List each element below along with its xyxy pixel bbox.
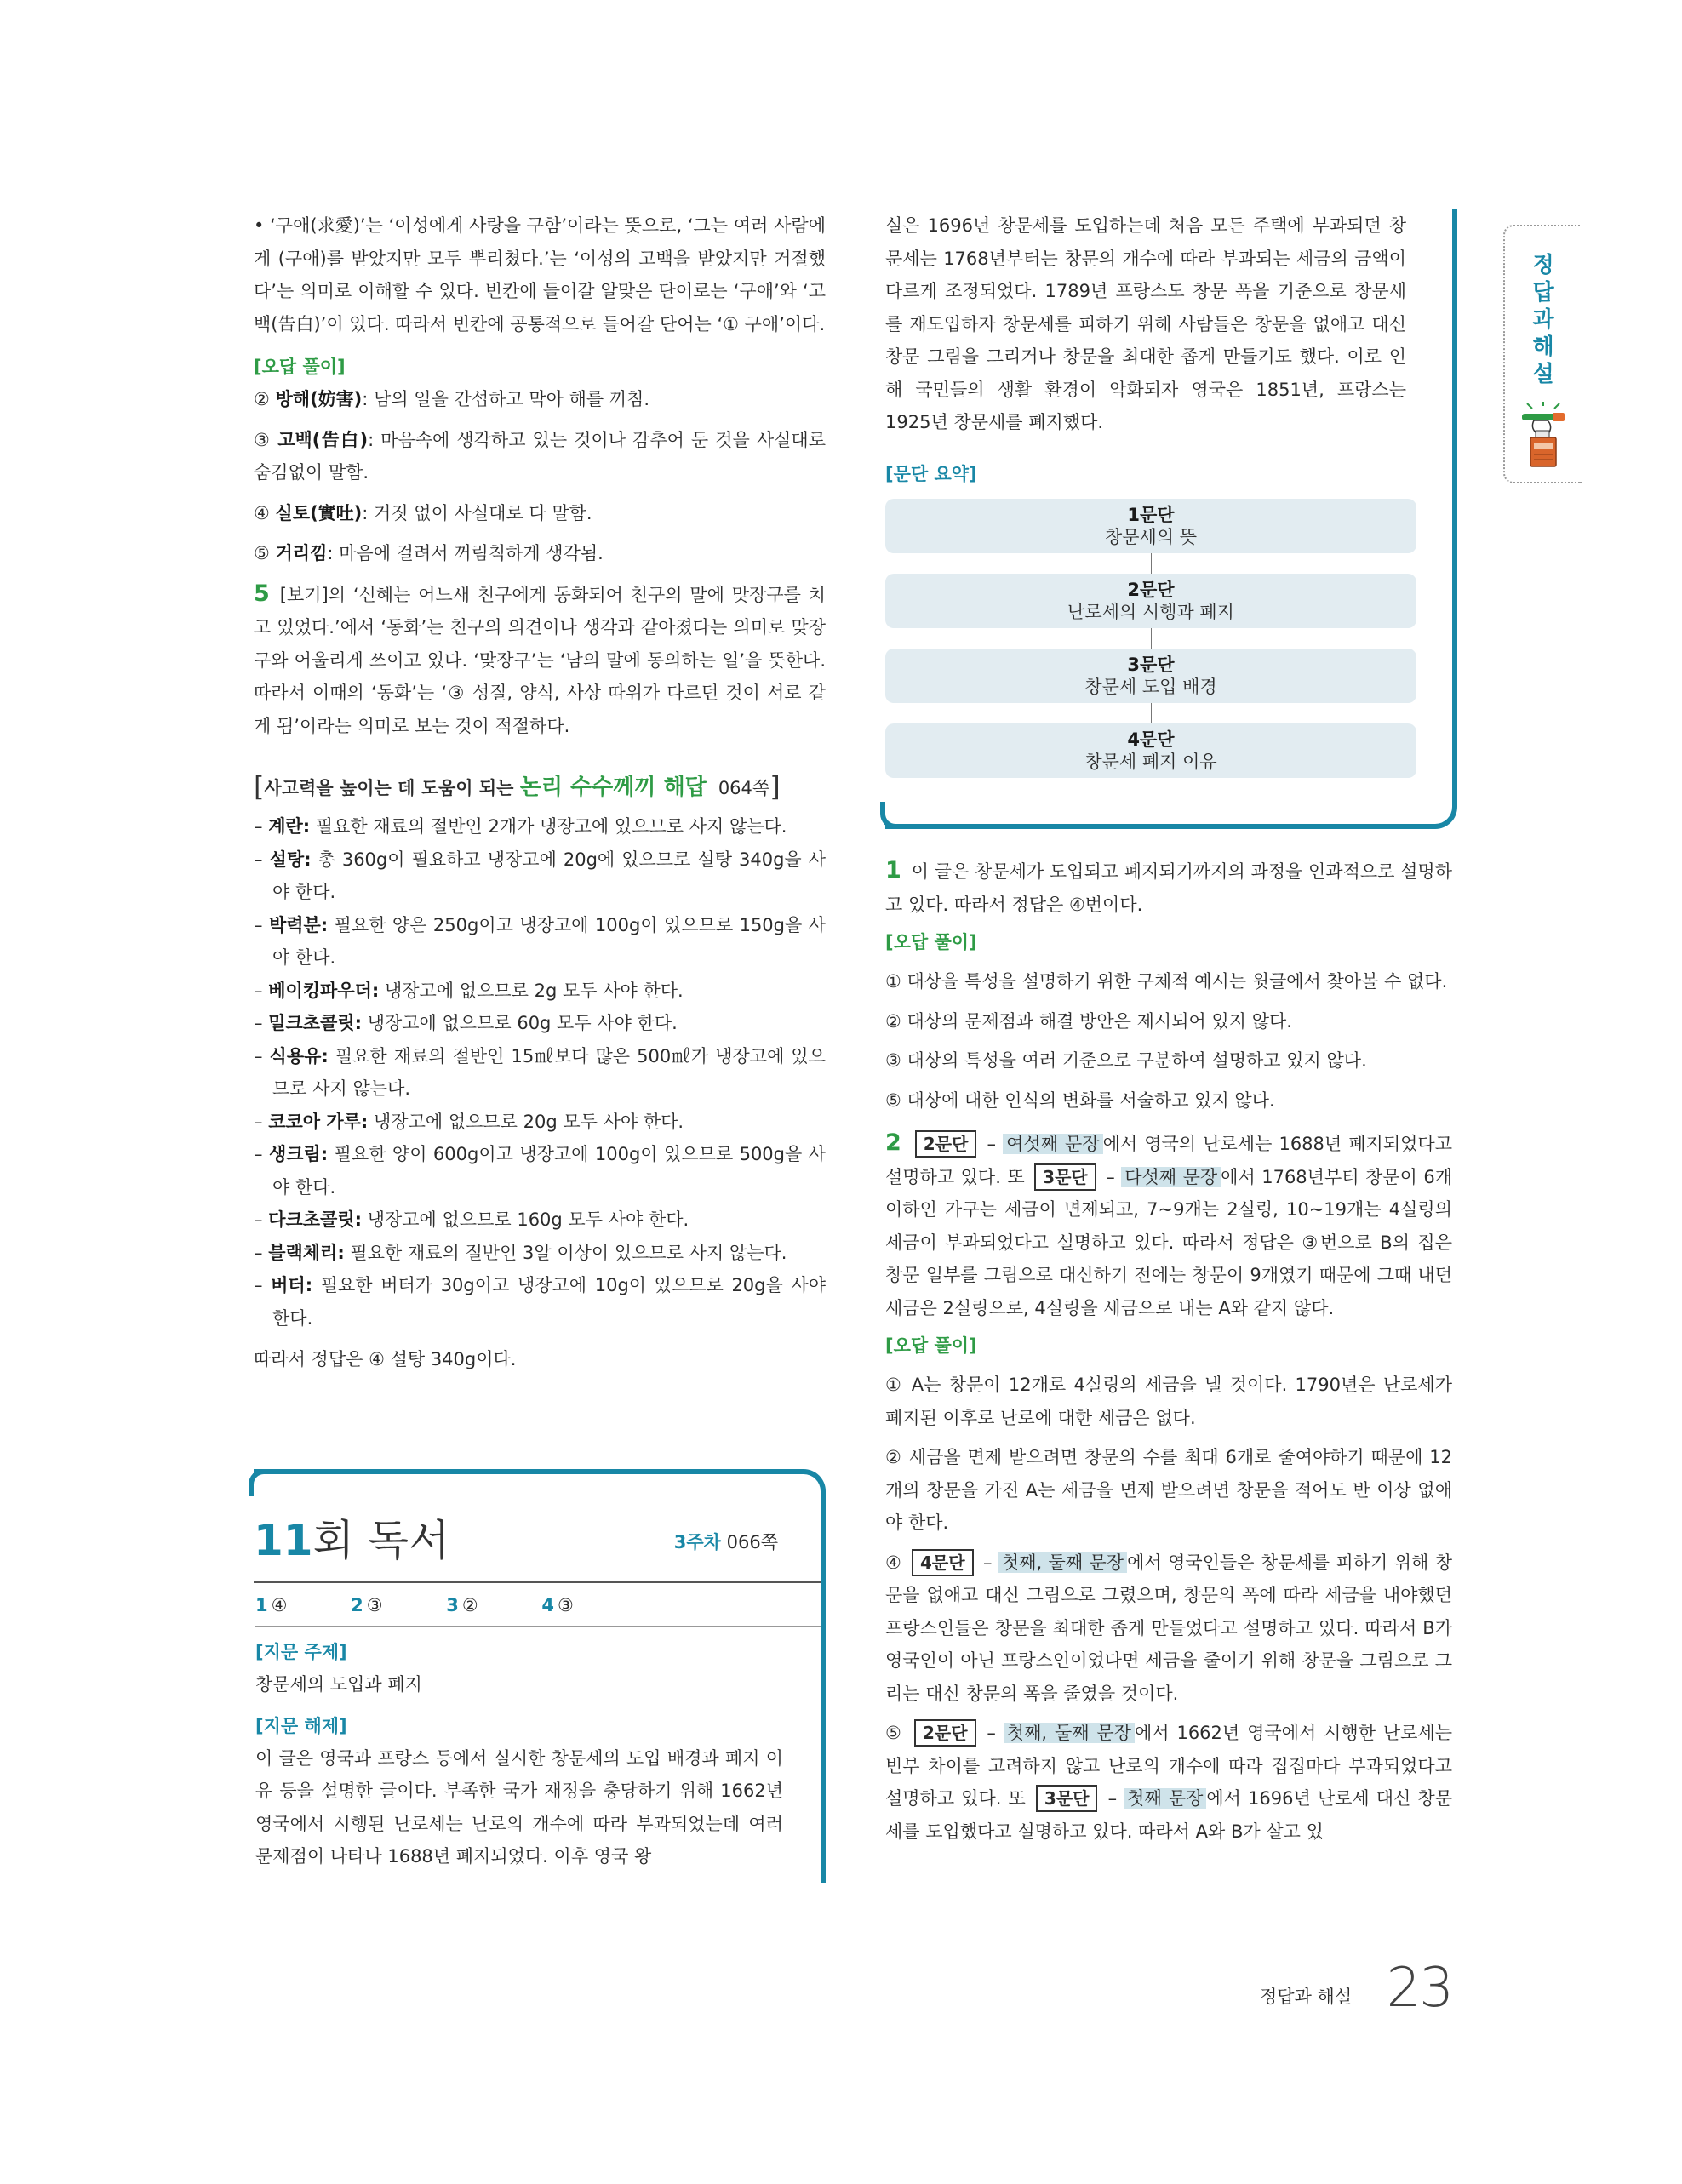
answer-key-row — [255, 1583, 821, 1627]
answer-number: 4 — [541, 1595, 555, 1615]
session-title — [254, 1515, 449, 1566]
dash: – — [979, 1723, 1004, 1743]
flow-title: 4문단 — [1127, 729, 1175, 750]
right-box-content — [885, 209, 1406, 798]
wrong-item: ② 대상의 문제점과 해결 방안은 제시되어 있지 않다. — [885, 1010, 1292, 1032]
item-term: 고백(告白) — [277, 429, 369, 450]
paragraph-tag: 2문단 — [915, 1130, 977, 1158]
list-item: – 밀크초콜릿: 냉장고에 없으므로 60g 모두 사야 한다. — [254, 1013, 678, 1033]
list-item: – 버터: 필요한 버터가 30g이고 냉장고에 10g이 있으므로 20g을 사야 한다. — [254, 1275, 826, 1329]
paragraph-tag: 4문단 — [912, 1549, 974, 1576]
flow-desc: 난로세의 시행과 폐지 — [1067, 601, 1234, 622]
week-reference — [674, 1529, 778, 1554]
answer-value: ④ — [271, 1595, 288, 1615]
session-body — [255, 1636, 783, 1873]
wrong-item — [885, 1717, 1452, 1848]
item-term: 방해(妨害) — [275, 389, 363, 409]
answer-value: ③ — [558, 1595, 574, 1615]
answer-number: 3 — [446, 1595, 459, 1615]
hand-pencil-book-icon — [1515, 402, 1571, 470]
ingredient-name: 버터: — [271, 1275, 313, 1295]
wrong-item: ② 세금을 면제 받으려면 창문의 수를 최대 6개로 줄여야하기 때문에 12개의 창문을 가진 A는 세금을 면제 받으려면 창문을 적어도 반 이상 없애야 한다. — [885, 1447, 1452, 1533]
explain-text: 이 글은 영국과 프랑스 등에서 실시한 창문세의 도입 배경과 폐지 이유 등을 설명한 글이다. 부족한 국가 재정을 충당하기 위해 1662년 영국에서 시행된 난로세는 난로의 개수에 따라 부과되었는데 여러 문제점이 나타나 1688년 폐지되었다. 이후 영국 왕 — [255, 1747, 783, 1867]
list-item: – 베이킹파우더: 냉장고에 없으므로 2g 모두 사야 한다. — [254, 980, 684, 1001]
answer-value: ③ — [366, 1595, 383, 1615]
list-item: – 설탕: 총 360g이 필요하고 냉장고에 20g에 있으므로 설탕 340g을 사야 한다. — [254, 849, 826, 902]
list-item: – 계란: 필요한 재료의 절반인 2개가 냉장고에 있으므로 사지 않는다. — [254, 816, 787, 837]
wrong-item: ① 대상을 특성을 설명하기 위한 구체적 예시는 윗글에서 찾아볼 수 없다. — [885, 971, 1448, 992]
right-summary-box — [885, 209, 1457, 829]
ingredient-name: 코코아 가루: — [268, 1111, 369, 1132]
flow-desc: 창문세 도입 배경 — [1084, 676, 1217, 697]
list-item: – 블랙체리: 필요한 재료의 절반인 3알 이상이 있으므로 사지 않는다. — [254, 1242, 787, 1263]
dash: – — [980, 1134, 1004, 1154]
flow-title: 1문단 — [1127, 504, 1175, 525]
answer-key-item — [541, 1595, 602, 1615]
item-number: ⑤ — [254, 543, 270, 563]
item-definition: : 마음속에 생각하고 있는 것이나 감추어 둔 것을 사실대로 숨김없이 말함. — [254, 429, 826, 483]
puzzle-heading — [254, 768, 826, 807]
wrong-item: ① A는 창문이 12개로 4실링의 세금을 낼 것이다. 1790년은 난로세가 폐지된 이후로 난로에 대한 세금은 없다. — [885, 1375, 1452, 1428]
question-text: 에서 영국의 난로세는 1688년 폐지되었다고 설명하고 있다. 또 — [885, 1134, 1452, 1187]
puzzle-answer-list — [254, 810, 826, 1335]
ingredient-name: 생크림: — [268, 1144, 329, 1164]
sentence-highlight: 다섯째 문장 — [1121, 1167, 1221, 1187]
question-5-explanation — [254, 578, 826, 743]
puzzle-prefix: 사고력을 높이는 데 도움이 되는 — [264, 778, 514, 798]
side-tab-label — [1524, 252, 1563, 388]
sentence-highlight: 첫째, 둘째 문장 — [998, 1552, 1127, 1573]
question-number: 1 — [885, 857, 901, 883]
wrong-item: ③ 대상의 특성을 여러 기준으로 구분하여 설명하고 있지 않다. — [885, 1050, 1367, 1071]
puzzle-page-ref: 064쪽 — [718, 778, 770, 798]
question-number: 5 — [254, 580, 270, 607]
item-number: ③ — [254, 429, 272, 450]
summary-heading: [문단 요약] — [885, 463, 977, 484]
ingredient-note: 필요한 버터가 30g이고 냉장고에 10g이 있으므로 20g을 사야 한다. — [272, 1275, 826, 1329]
flow-box — [885, 499, 1416, 553]
ingredient-note: 냉장고에 없으므로 2g 모두 사야 한다. — [379, 980, 684, 1001]
item-definition: : 마음에 걸려서 꺼림칙하게 생각됨. — [327, 543, 604, 563]
answer-key-item — [351, 1595, 411, 1615]
flow-title: 3문단 — [1127, 654, 1175, 675]
topic-text: 창문세의 도입과 폐지 — [255, 1674, 422, 1695]
sentence-highlight: 첫째, 둘째 문장 — [1004, 1723, 1135, 1743]
wrong-answer-heading: [오답 풀이] — [254, 357, 346, 377]
answer-number: 1 — [255, 1595, 268, 1615]
continued-explanation: 실은 1696년 창문세를 도입하는데 처음 모든 주택에 부과되던 창문세는 1768년부터는 창문의 개수에 따라 부과되는 세금의 금액이 다르게 조정되었다. 1789년 프랑스도 창문 폭을 기준으로 창문세를 재도입하자 창문세를 피하기 위해 사람들은 창문을 없애고 대신 창문 그림을 그리거나 창문을 최대한 좁게 만들기도 했다. 이로 인해 국민들의 생활 환경이 악화되자 영국은 1851년, 프랑스는 1925년 창문세를 폐지했다. — [885, 215, 1406, 432]
wrong-item: ⑤ 대상에 대한 인식의 변화를 서술하고 있지 않다. — [885, 1089, 1275, 1111]
question-text: 에서 1768년부터 창문이 6개 이하인 가구는 세금이 면제되고, 7~9개는 2실링, 10~19개는 4실링의 세금이 부과되었다고 설명하고 있다. 따라서 정답은 ③번으로 B의 집은 창문 일부를 그림으로 대신하기 전에는 창문이 9개였기 때문에 그때 내던 세금은 2실링으로, 4실링을 세금으로 내는 A와 같지 않다. — [885, 1166, 1453, 1318]
list-item: – 생크림: 필요한 양이 600g이고 냉장고에 100g이 있으므로 500g을 사야 한다. — [254, 1144, 826, 1198]
answer-key-item — [255, 1595, 316, 1615]
side-char: 답 — [1532, 280, 1554, 306]
ingredient-note: 냉장고에 없으므로 160g 모두 사야 한다. — [362, 1209, 689, 1230]
ingredient-name: 밀크초콜릿: — [268, 1013, 363, 1033]
question-1-explanation — [885, 855, 1452, 921]
puzzle-conclusion: 따라서 정답은 ④ 설탕 340g이다. — [254, 1349, 517, 1369]
puzzle-title: 논리 수수께끼 해답 — [519, 775, 707, 800]
side-char: 설 — [1532, 362, 1554, 387]
session-box — [254, 1469, 826, 1883]
flow-desc: 창문세 폐지 이유 — [1084, 751, 1217, 772]
flow-box — [885, 723, 1416, 778]
left-column — [254, 209, 826, 1376]
flow-box — [885, 649, 1416, 703]
item-text: 에서 영국인들은 창문세를 피하기 위해 창문을 없애고 대신 그림으로 그렸으며, 창문의 폭에 따라 세금을 내야했던 프랑스인들은 창문을 최대한 좁게 만들었다고 설명하고 있다. 따라서 B가 영국인이 아닌 프랑스인이었다면 세금을 줄이기 위해 창문을 그림으로 그리는 대신 창문의 폭을 줄였을 것이다. — [885, 1552, 1452, 1704]
item-definition: : 남의 일을 간섭하고 막아 해를 끼침. — [362, 389, 650, 409]
paragraph-summary-flow — [885, 499, 1406, 778]
week-page: 066쪽 — [726, 1532, 778, 1552]
wrong-answer-heading: [오답 풀이] — [885, 1335, 977, 1356]
wrong-answer-list — [254, 383, 826, 570]
flow-title: 2문단 — [1127, 579, 1175, 600]
item-term: 실토(實吐) — [275, 502, 363, 523]
side-char: 해 — [1532, 334, 1554, 360]
item-term: 거리낌 — [275, 543, 328, 563]
list-item: – 다크초콜릿: 냉장고에 없으므로 160g 모두 사야 한다. — [254, 1209, 689, 1230]
item-number: ④ — [885, 1552, 902, 1573]
ingredient-name: 식용유: — [269, 1045, 329, 1066]
bracket-open: [ — [254, 770, 265, 803]
dash: – — [976, 1552, 998, 1573]
footer-label: 정답과 해설 — [1260, 1987, 1353, 2007]
wrong-item — [885, 1547, 1452, 1711]
list-item — [254, 537, 826, 570]
paragraph-tag: 3문단 — [1036, 1785, 1098, 1812]
question-2-explanation — [885, 1127, 1452, 1324]
question-number: 2 — [885, 1129, 901, 1156]
list-item — [254, 424, 826, 489]
answer-key-item — [446, 1595, 506, 1615]
question-text: [보기]의 ‘신혜는 어느새 친구에게 동화되어 친구의 말에 맞장구를 치고 있었다.’에서 ‘동화’는 친구의 의견이나 생각과 같아졌다는 의미로 맞장구와 어울리게 쓰이고 있다. ‘맞장구’는 ‘남의 말에 동의하는 일’을 뜻한다. 따라서 이때의 ‘동화’는 ‘③ 성질, 양식, 사상 따위가 다르던 것이 서로 같게 됨’이라는 의미로 보는 것이 적절하다. — [254, 584, 826, 736]
answer-number: 2 — [351, 1595, 363, 1615]
ingredient-name: 박력분: — [268, 914, 329, 935]
item-text: 에서 1696년 난로세 대신 창문세를 도입했다고 설명하고 있다. 따라서 A와 B가 살고 있 — [885, 1788, 1453, 1842]
list-item: – 박력분: 필요한 양은 250g이고 냉장고에 100g이 있으므로 150g을 사야 한다. — [254, 914, 826, 968]
sentence-highlight: 첫째 문장 — [1124, 1788, 1206, 1809]
sentence-highlight: 여섯째 문장 — [1003, 1134, 1103, 1154]
ingredient-note: 필요한 재료의 절반인 3알 이상이 있으므로 사지 않는다. — [344, 1242, 787, 1263]
page-number: 23 — [1386, 1957, 1452, 2020]
ingredient-name: 설탕: — [269, 849, 312, 870]
list-item: – 코코아 가루: 냉장고에 없으므로 20g 모두 사야 한다. — [254, 1111, 684, 1132]
ingredient-note: 필요한 양은 250g이고 냉장고에 100g이 있으므로 150g을 사야 한다. — [272, 914, 826, 968]
flow-box — [885, 574, 1416, 628]
ingredient-note: 필요한 양이 600g이고 냉장고에 100g이 있으므로 500g을 사야 한다. — [272, 1144, 826, 1198]
session-subject: 회 독서 — [312, 1516, 450, 1565]
side-char: 정 — [1532, 253, 1554, 278]
section-side-tab — [1503, 225, 1582, 483]
paragraph-tag: 2문단 — [914, 1719, 976, 1747]
ingredient-name: 베이킹파우더: — [268, 980, 380, 1001]
item-definition: : 거짓 없이 사실대로 다 말함. — [362, 502, 592, 523]
intro-paragraph: • ‘구애(求愛)’는 ‘이성에게 사랑을 구함’이라는 뜻으로, ‘그는 여러 사람에게 (구애)를 받았지만 모두 뿌리쳤다.’는 ‘이성의 고백을 받았지만 거절했다’는 의미로 이해할 수 있다. 빈칸에 들어갈 알맞은 단어로는 ‘구애’와 ‘고백(告白)’이 있다. 따라서 빈칸에 공통적으로 들어갈 단어는 ‘① 구애’이다. — [254, 215, 826, 334]
flow-desc: 창문세의 뜻 — [1104, 526, 1198, 547]
page-footer — [1260, 1954, 1452, 2022]
side-char: 과 — [1532, 307, 1554, 333]
session-number: 11 — [254, 1516, 313, 1565]
ingredient-note: 총 360g이 필요하고 냉장고에 20g에 있으므로 설탕 340g을 사야 한다. — [272, 849, 826, 902]
dash: – — [1099, 1166, 1122, 1187]
bracket-close: ] — [769, 770, 781, 803]
item-number: ② — [254, 389, 270, 409]
item-number: ⑤ — [885, 1723, 904, 1743]
week-label: 3주차 — [673, 1532, 721, 1552]
ingredient-name: 다크초콜릿: — [268, 1209, 363, 1230]
ingredient-note: 필요한 재료의 절반인 2개가 냉장고에 있으므로 사지 않는다. — [310, 816, 787, 837]
list-item — [254, 383, 826, 416]
ingredient-note: 필요한 재료의 절반인 15㎖보다 많은 500㎖가 냉장고에 있으므로 사지 않는다. — [272, 1045, 826, 1099]
ingredient-note: 냉장고에 없으므로 60g 모두 사야 한다. — [362, 1013, 678, 1033]
item-text: 에서 1662년 영국에서 시행한 난로세는 빈부 차이를 고려하지 않고 난로의 개수에 따라 집집마다 부과되었다고 설명하고 있다. 또 — [885, 1723, 1453, 1809]
item-number: ④ — [254, 502, 270, 523]
ingredient-name: 계란: — [268, 816, 311, 837]
ingredient-name: 블랙체리: — [268, 1242, 345, 1263]
ingredient-note: 냉장고에 없으므로 20g 모두 사야 한다. — [368, 1111, 684, 1132]
answer-value: ② — [461, 1595, 478, 1615]
wrong-answer-heading: [오답 풀이] — [885, 932, 977, 952]
dash: – — [1101, 1788, 1124, 1809]
explain-heading: [지문 해제] — [255, 1715, 347, 1736]
topic-heading: [지문 주제] — [255, 1642, 347, 1662]
paragraph-tag: 3문단 — [1034, 1163, 1096, 1191]
question-text: 이 글은 창문세가 도입되고 폐지되기까지의 과정을 인과적으로 설명하고 있다. 따라서 정답은 ④번이다. — [885, 861, 1452, 915]
right-answers — [885, 855, 1452, 1848]
list-item — [254, 497, 826, 530]
list-item: – 식용유: 필요한 재료의 절반인 15㎖보다 많은 500㎖가 냉장고에 있으므로 사지 않는다. — [254, 1045, 826, 1099]
